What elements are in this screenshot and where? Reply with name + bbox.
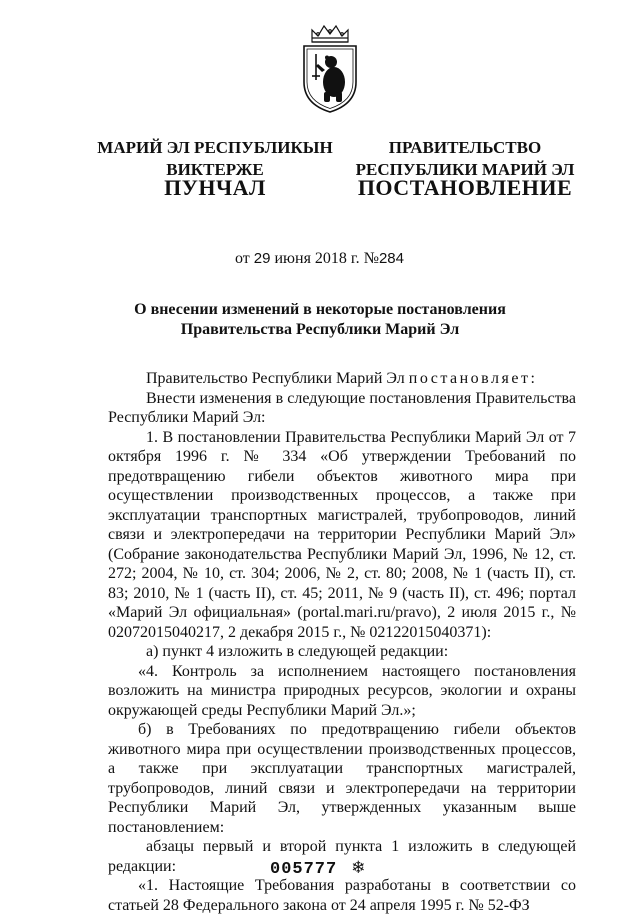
- right-org-line1: ПРАВИТЕЛЬСТВО: [388, 138, 542, 157]
- coat-of-arms-emblem: [298, 20, 362, 116]
- snowflake-icon: ❄: [351, 858, 367, 878]
- title-line2: Правительства Республики Марий Эл: [180, 321, 460, 338]
- body-paragraph: б) в Требованиях по предотвращению гибели объектов животного мира при осуществлении производственных процессов, а также при эксплуатации транспортных магистралей, трубопроводов, линий связи и электропередачи на территории Республики Марий Эл, утвержденных указанным выше постановлением:: [108, 721, 576, 836]
- crown-icon: [312, 26, 348, 42]
- right-org-line2: РЕСПУБЛИКИ МАРИЙ ЭЛ: [355, 160, 575, 179]
- intro-paragraph: [108, 369, 576, 389]
- body-paragraph: «1. Настоящие Требования разработаны в соответствии со статьей 28 Федерального закона от 24 апреля 1995 г. № 52-ФЗ: [108, 877, 576, 914]
- intro-verb: постановляет:: [408, 370, 538, 387]
- right-doc-kind: ПОСТАНОВЛЕНИЕ: [357, 175, 573, 200]
- title-line1: О внесении изменений в некоторые постановления: [134, 301, 506, 318]
- document-title: [100, 300, 540, 340]
- date-number-line: [0, 250, 639, 268]
- date-day: 29: [253, 250, 271, 267]
- left-org-line1: МАРИЙ ЭЛ РЕСПУБЛИКЫН: [97, 138, 333, 157]
- intro-subject: Правительство Республики Марий Эл: [146, 370, 405, 387]
- body-paragraph: а) пункт 4 изложить в следующей редакции:: [146, 643, 449, 660]
- left-doc-kind: ПУНЧАЛ: [164, 175, 266, 200]
- body-paragraph: Внести изменения в следующие постановления Правительства Республики Марий Эл:: [108, 389, 576, 426]
- page-footer: [270, 858, 366, 879]
- bear-icon: [316, 56, 345, 103]
- document-number: 284: [378, 250, 404, 267]
- body-paragraph: «4. Контроль за исполнением настоящего постановления возложить на министра природных ресурсов, экологии и охраны окружающей среды Республики Марий Эл.»;: [108, 662, 576, 719]
- number-sign: №: [363, 250, 379, 267]
- body-paragraph: абзацы первый и второй пункта 1 изложить в следующей редакции:: [108, 838, 576, 875]
- body-paragraph: 1. В постановлении Правительства Республики Марий Эл от 7 октября 1996 г. № 334 «Об утверждении Требований по предотвращению гибели объектов животного мира при осуществлении производственных процессов, а также при эксплуатации транспортных магистралей, трубопроводов, линий связи и электропередачи на территории Республики Марий Эл» (Собрание законодательства Республики Марий Эл, 1996, № 12, ст. 272; 2004, № 10, ст. 304; 2006, № 2, ст. 80; 2008, № 1 (часть II), ст. 83; 2010, № 1 (часть II), ст. 45; 2011, № 9 (часть II), ст. 496; портал «Марий Эл официальная» (portal.mari.ru/pravo), 2 июля 2015 г., № 02072015040217, 2 декабря 2015 г., № 02122015040371):: [108, 428, 576, 641]
- document-body: [108, 369, 576, 915]
- date-month-year: июня 2018 г.: [274, 250, 360, 267]
- date-prefix: от: [235, 250, 250, 267]
- left-org-line2: ВИКТЕРЖЕ: [166, 160, 264, 179]
- serial-number: 005777: [270, 860, 338, 879]
